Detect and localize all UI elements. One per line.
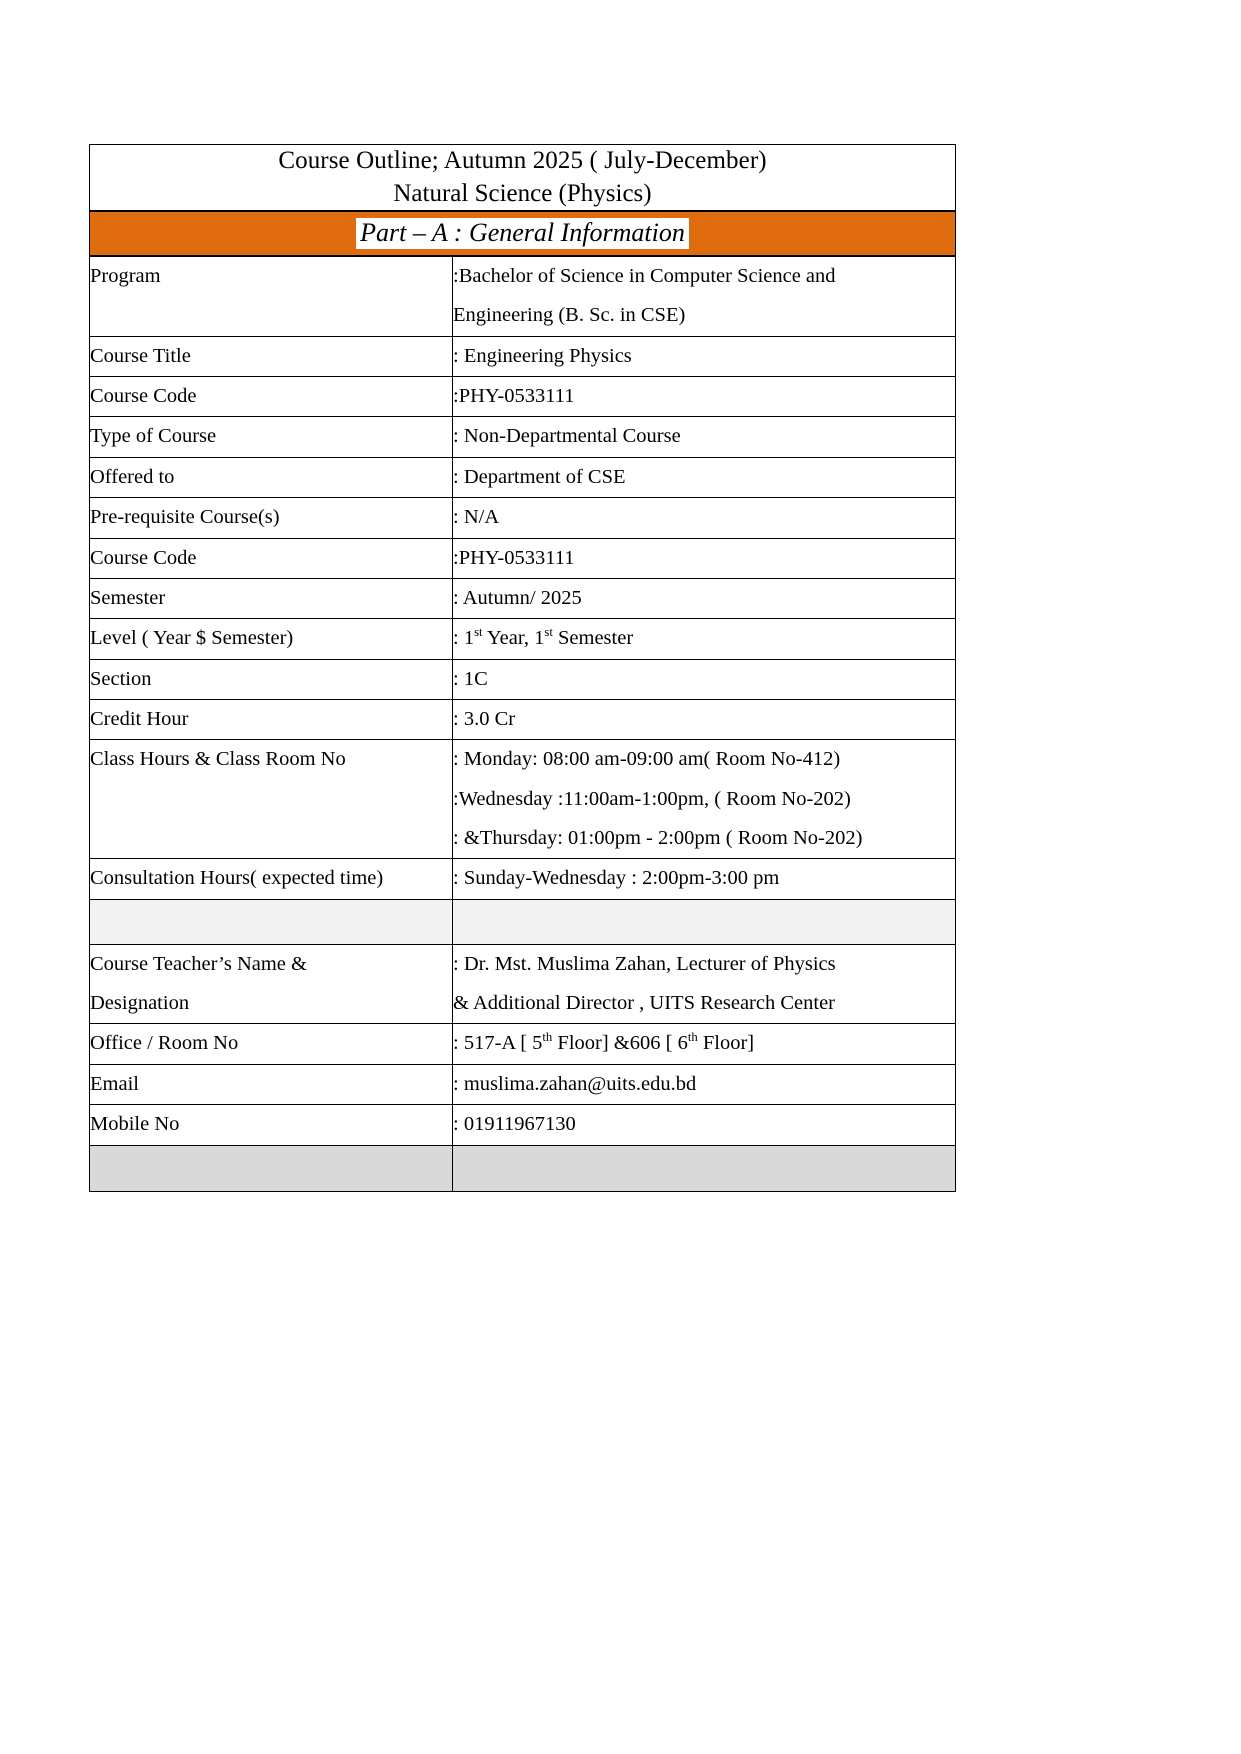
row-label-program: Program [90,256,453,336]
empty-cell-value-2 [453,1145,956,1191]
value-text: Floor] [697,1032,755,1055]
empty-cell-label [90,899,453,944]
row-value-mobile: : 01911967130 [453,1105,956,1145]
row-label-credit-hour: Credit Hour [90,699,453,739]
table-row-title [90,145,956,212]
value-line: : Monday: 08:00 am-09:00 am( Room No-412) [453,748,841,771]
table-row [90,377,956,417]
value-text: Year, 1 [482,627,545,650]
row-value-office [453,1024,956,1064]
row-value-course-code-2: :PHY-0533111 [453,538,956,578]
table-row [90,659,956,699]
row-label-section: Section [90,659,453,699]
page-title-line2: Natural Science (Physics) [393,179,652,207]
row-value-section: : 1C [453,659,956,699]
empty-cell-label-2 [90,1145,453,1191]
table-row [90,336,956,376]
table-row [90,417,956,457]
row-label-class-hours: Class Hours & Class Room No [90,740,453,859]
row-value-class-hours [453,740,956,859]
row-label-teacher [90,944,453,1024]
page-title-line1: Course Outline; Autumn 2025 ( July-December) [278,147,767,174]
label-line: Designation [90,992,190,1015]
row-label-level: Level ( Year $ Semester) [90,619,453,659]
value-text: : 1 [453,627,475,650]
row-value-course-code: :PHY-0533111 [453,377,956,417]
row-value-prerequisite: : N/A [453,498,956,538]
ordinal-suffix: th [542,1030,553,1045]
value-line: & Additional Director , UITS Research Center [453,992,835,1015]
value-line: : Dr. Mst. Muslima Zahan, Lecturer of Physics [453,952,836,975]
table-row [90,457,956,497]
table-row-empty-light [90,899,956,944]
table-row-section-band [90,211,956,256]
value-line: :Wednesday :11:00am-1:00pm, ( Room No-202) [453,787,851,810]
table-row [90,256,956,336]
table-row [90,498,956,538]
label-line: Course Teacher’s Name & [90,952,307,975]
row-label-course-title: Course Title [90,336,453,376]
row-label-type-of-course: Type of Course [90,417,453,457]
ordinal-suffix: st [474,625,483,640]
table-row [90,578,956,618]
row-value-credit-hour: : 3.0 Cr [453,699,956,739]
row-label-office: Office / Room No [90,1024,453,1064]
table-row [90,859,956,899]
value-line: :Bachelor of Science in Computer Science and [453,265,836,287]
row-value-teacher [453,944,956,1024]
row-label-email: Email [90,1064,453,1104]
row-value-level [453,619,956,659]
row-label-semester: Semester [90,578,453,618]
document-title-cell [90,145,956,212]
row-label-prerequisite: Pre-requisite Course(s) [90,498,453,538]
row-value-program [453,256,956,336]
table-row [90,699,956,739]
table-row [90,1105,956,1145]
row-value-offered-to: : Department of CSE [453,457,956,497]
section-band-cell [90,211,956,256]
row-label-consultation-hours: Consultation Hours( expected time) [90,859,453,899]
section-band-inner [90,212,955,255]
row-value-semester: : Autumn/ 2025 [453,578,956,618]
value-line: : &Thursday: 01:00pm - 2:00pm ( Room No-202) [453,827,863,850]
row-label-mobile: Mobile No [90,1105,453,1145]
row-value-type-of-course: : Non-Departmental Course [453,417,956,457]
value-line: Engineering (B. Sc. in CSE) [453,304,686,327]
row-label-course-code: Course Code [90,377,453,417]
value-text: Semester [552,627,634,650]
table-row [90,538,956,578]
row-label-offered-to: Offered to [90,457,453,497]
empty-cell-value [453,899,956,944]
row-label-course-code-2: Course Code [90,538,453,578]
table-row [90,1064,956,1104]
table-row [90,1024,956,1064]
row-value-course-title: : Engineering Physics [453,336,956,376]
ordinal-suffix: st [544,625,553,640]
section-band-label: Part – A : General Information [356,218,689,249]
row-value-email: : muslima.zahan@uits.edu.bd [453,1064,956,1104]
value-text: Floor] &606 [ 6 [552,1032,688,1055]
table-row [90,740,956,859]
table-row [90,619,956,659]
table-row-empty-dark [90,1145,956,1191]
course-outline-table [89,144,956,1192]
row-value-consultation-hours: : Sunday-Wednesday : 2:00pm-3:00 pm [453,859,956,899]
ordinal-suffix: th [687,1030,698,1045]
value-text: : 517-A [ 5 [453,1032,543,1055]
table-row [90,944,956,1024]
